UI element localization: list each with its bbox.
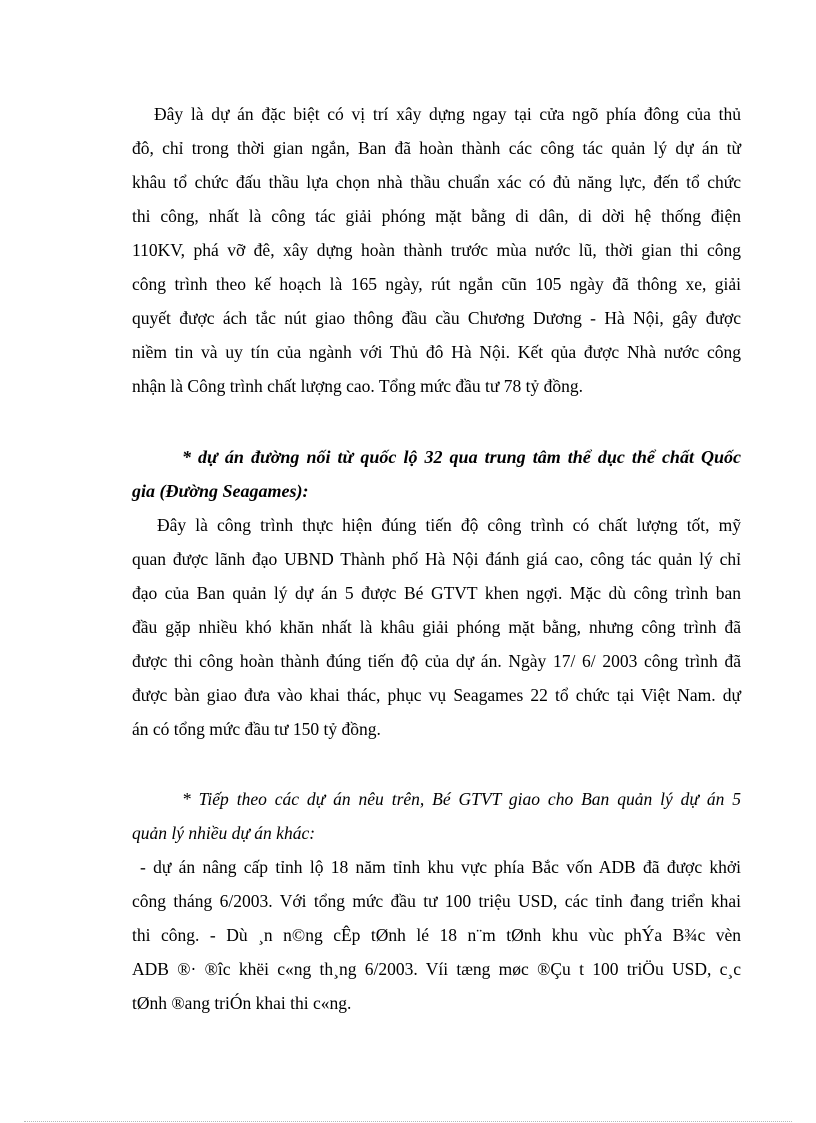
text-line: quyết được ách tắc nút giao thông đầu cầu Chương Dương - Hà Nội, gây được xyxy=(132,308,741,328)
text-line: được bàn giao đưa vào khai thác, phục vụ Seagames 22 tổ chức tại Việt Nam. dự xyxy=(132,685,741,705)
text-line: công trình theo kế hoạch là 165 ngày, rút ngắn cũn 105 ngày đã thông xe, giải xyxy=(132,274,741,294)
intro-line: * Tiếp theo các dự án nêu trên, Bé GTVT giao cho Ban quản lý dự án 5 xyxy=(182,789,741,809)
text-line: khâu tổ chức đấu thầu lựa chọn nhà thầu chuẩn xác có đủ năng lực, đến tổ chức xyxy=(132,172,741,192)
text-line: công tháng 6/2003. Với tổng mức đầu tư 100 triệu USD, các tỉnh đang triển khai xyxy=(132,891,741,911)
page-bottom-border xyxy=(24,1121,792,1122)
text-line: đô, chỉ trong thời gian ngắn, Ban đã hoàn thành các công tác quản lý dự án từ xyxy=(132,138,741,158)
text-line: ADB ®· ®îc khëi c«ng th¸ng 6/2003. Víi tæng møc ®Çu t 100 triÖu USD, c¸c xyxy=(132,959,741,979)
heading-line: * dự án đường nối từ quốc lộ 32 qua trung tâm thể dục thể chất Quốc xyxy=(182,447,741,467)
text-line: 110KV, phá vỡ đê, xây dựng hoàn thành trước mùa nước lũ, thời gian thi công xyxy=(132,240,741,260)
text-line: thi công, nhất là công tác giải phóng mặt bằng di dân, di dời hệ thống điện xyxy=(132,206,741,226)
text-line: được thi công hoàn thành đúng tiến độ của dự án. Ngày 17/ 6/ 2003 công trình đã xyxy=(132,651,741,671)
text-line: nhận là Công trình chất lượng cao. Tổng mức đầu tư 78 tỷ đồng. xyxy=(132,376,583,396)
intro-line: quản lý nhiều dự án khác: xyxy=(132,823,316,843)
text-line: - dự án nâng cấp tỉnh lộ 18 năm tỉnh khu vực phía Bắc vốn ADB đã được khởi xyxy=(140,857,741,877)
text-line: Đây là công trình thực hiện đúng tiến độ công trình có chất lượng tốt, mỹ xyxy=(157,515,741,535)
text-line: đạo của Ban quản lý dự án 5 được Bé GTVT khen ngợi. Mặc dù công trình ban xyxy=(132,583,741,603)
text-line: niềm tin và uy tín của ngành với Thủ đô Hà Nội. Kết qủa được Nhà nước công xyxy=(132,342,741,362)
text-line: tØnh ®ang triÓn khai thi c«ng. xyxy=(132,993,352,1013)
text-line: Đây là dự án đặc biệt có vị trí xây dựng ngay tại cửa ngõ phía đông của thủ xyxy=(154,104,741,124)
text-line: án có tổng mức đầu tư 150 tỷ đồng. xyxy=(132,719,381,739)
text-line: thi công. - Dù ¸n n©ng cÊp tØnh lé 18 n¨m tØnh khu vùc phÝa B¾c vèn xyxy=(132,925,741,945)
text-line: đầu gặp nhiều khó khăn nhất là khâu giải phóng mặt bằng, nhưng công trình đã xyxy=(132,617,741,637)
heading-line: gia (Đường Seagames): xyxy=(132,481,309,501)
text-line: quan được lãnh đạo UBND Thành phố Hà Nội đánh giá cao, công tác quản lý chỉ xyxy=(132,549,741,569)
